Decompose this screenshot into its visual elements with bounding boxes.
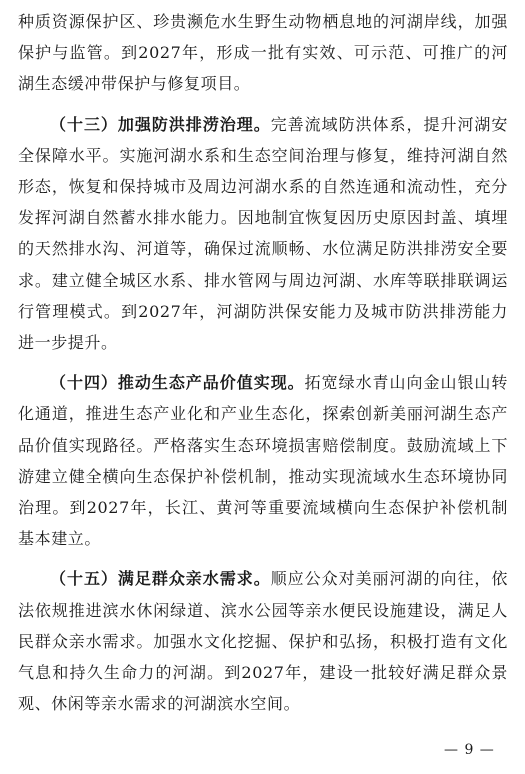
document-page — [18, 0, 508, 719]
section-14-heading: （十四）推动生态产品价值实现。 — [50, 373, 305, 393]
section-13-body: 完善流域防洪体系，提升河湖安全保障水平。实施河湖水系和生态空间治理与修复，维持河湖自然形态，恢复和保持城市及周边河湖水系的自然连通和流动性，充分发挥河湖自然蓄水排水能力。因地制宜恢复因历史原因封盖、填埋的天然排水沟、河道等，确保过流顺畅、水位满足防洪排涝安全要求。建立健全城区水系、排水管网与周边河湖、水库等联排联调运行管理模式。到2027年，河湖防洪保安能力及城市防洪排涝能力进一步提升。 — [18, 114, 508, 353]
intro-paragraph: 种质资源保护区、珍贵濒危水生野生动物栖息地的河湖岸线，加强保护与监管。到2027年，形成一批有实效、可示范、可推广的河湖生态缓冲带保护与修复项目。 — [18, 12, 508, 94]
page-number: — 9 — — [444, 742, 495, 758]
section-13-paragraph — [18, 109, 508, 359]
section-13-heading: （十三）加强防洪排涝治理。 — [50, 114, 271, 134]
section-14-paragraph — [18, 367, 508, 554]
section-15-heading: （十五）满足群众亲水需求。 — [50, 569, 271, 589]
section-15-body: 顺应公众对美丽河湖的向往，依法依规推进滨水休闲绿道、滨水公园等亲水便民设施建设，满足人民群众亲水需求。加强水文化挖掘、保护和弘扬，积极打造有文化气息和持久生命力的河湖。到2027年，建设一批较好满足群众景观、休闲等亲水需求的河湖滨水空间。 — [18, 569, 508, 714]
section-14-body: 拓宽绿水青山向金山银山转化通道，推进生态产业化和产业生态化，探索创新美丽河湖生态产品价值实现路径。严格落实生态环境损害赔偿制度。鼓励流域上下游建立健全横向生态保护补偿机制，推动实现流域水生态环境协同治理。到2027年，长江、黄河等重要流域横向生态保护补偿机制基本建立。 — [18, 373, 508, 549]
section-15-paragraph — [18, 563, 508, 719]
